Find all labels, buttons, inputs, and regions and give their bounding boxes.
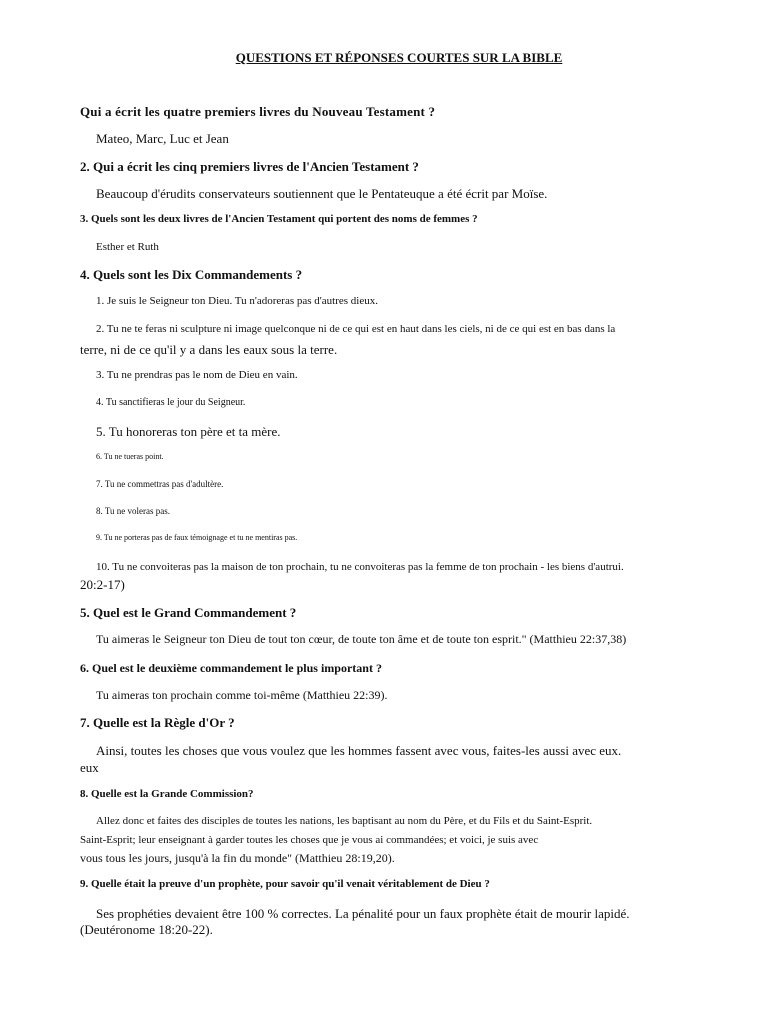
answer-9-line-1: Ses prophéties devaient être 100 % correctes. La pénalité pour un faux prophète était de mourir lapidé. [96, 906, 630, 921]
answer-8-line-3: vous tous les jours, jusqu'à la fin du monde" (Matthieu 28:19,20). [80, 851, 395, 865]
page-title: QUESTIONS ET RÉPONSES COURTES SUR LA BIBLE [235, 50, 563, 65]
answer-9-line-2: (Deutéronome 18:20-22). [80, 922, 213, 937]
question-8: 8. Quelle est la Grande Commission? [80, 788, 254, 800]
answer-6: Tu aimeras ton prochain comme toi-même (Matthieu 22:39). [96, 688, 388, 702]
commandment-2-line-1: 2. Tu ne te feras ni sculpture ni image quelconque ni de ce qui est en haut dans les ciels, ni de ce qui est en bas dans la [96, 323, 616, 335]
commandment-7: 7. Tu ne commettras pas d'adultère. [96, 479, 224, 489]
commandment-10-line-1: 10. Tu ne convoiteras pas la maison de ton prochain, tu ne convoiteras pas la femme de ton prochain - les biens d'autrui. [96, 561, 624, 573]
question-5: 5. Quel est le Grand Commandement ? [80, 605, 297, 620]
commandment-9: 9. Tu ne porteras pas de faux témoignage et tu ne mentiras pas. [96, 533, 298, 542]
question-3: 3. Quels sont les deux livres de l'Ancien Testament qui portent des noms de femmes ? [80, 213, 478, 225]
commandment-8: 8. Tu ne voleras pas. [96, 506, 170, 516]
question-6: 6. Quel est le deuxième commandement le plus important ? [80, 661, 382, 675]
question-9: 9. Quelle était la preuve d'un prophète, pour savoir qu'il venait véritablement de Dieu ? [80, 878, 490, 890]
commandment-4: 4. Tu sanctifieras le jour du Seigneur. [96, 397, 246, 408]
answer-3: Esther et Ruth [96, 241, 159, 253]
answer-2: Beaucoup d'érudits conservateurs soutiennent que le Pentateuque a été écrit par Moïse. [96, 186, 548, 201]
commandment-2-line-2: terre, ni de ce qu'il y a dans les eaux sous la terre. [80, 342, 338, 357]
question-2: 2. Qui a écrit les cinq premiers livres de l'Ancien Testament ? [80, 159, 419, 174]
question-4: 4. Quels sont les Dix Commandements ? [80, 267, 303, 282]
answer-7-line-1: Ainsi, toutes les choses que vous voulez que les hommes fassent avec vous, faites-les aussi avec eux. [96, 743, 622, 758]
commandment-6: 6. Tu ne tueras point. [96, 452, 164, 461]
commandment-10-line-2: 20:2-17) [80, 577, 125, 592]
answer-8-line-1: Allez donc et faites des disciples de toutes les nations, les baptisant au nom du Père, et du Fils et du Saint-Esprit. [96, 815, 593, 827]
answer-5: Tu aimeras le Seigneur ton Dieu de tout ton cœur, de toute ton âme et de toute ton esprit." (Matthieu 22:37,38) [96, 632, 627, 646]
commandment-3: 3. Tu ne prendras pas le nom de Dieu en vain. [96, 369, 298, 381]
answer-1: Mateo, Marc, Luc et Jean [96, 131, 229, 146]
commandment-5: 5. Tu honoreras ton père et ta mère. [96, 424, 281, 439]
question-7: 7. Quelle est la Règle d'Or ? [80, 715, 235, 730]
question-1: Qui a écrit les quatre premiers livres du Nouveau Testament ? [80, 104, 436, 119]
answer-7-line-2: eux [80, 760, 99, 775]
answer-8-line-2: Saint-Esprit; leur enseignant à garder toutes les choses que je vous ai commandées; et voici, je suis avec [80, 834, 539, 846]
commandment-1: 1. Je suis le Seigneur ton Dieu. Tu n'adoreras pas d'autres dieux. [96, 295, 378, 307]
